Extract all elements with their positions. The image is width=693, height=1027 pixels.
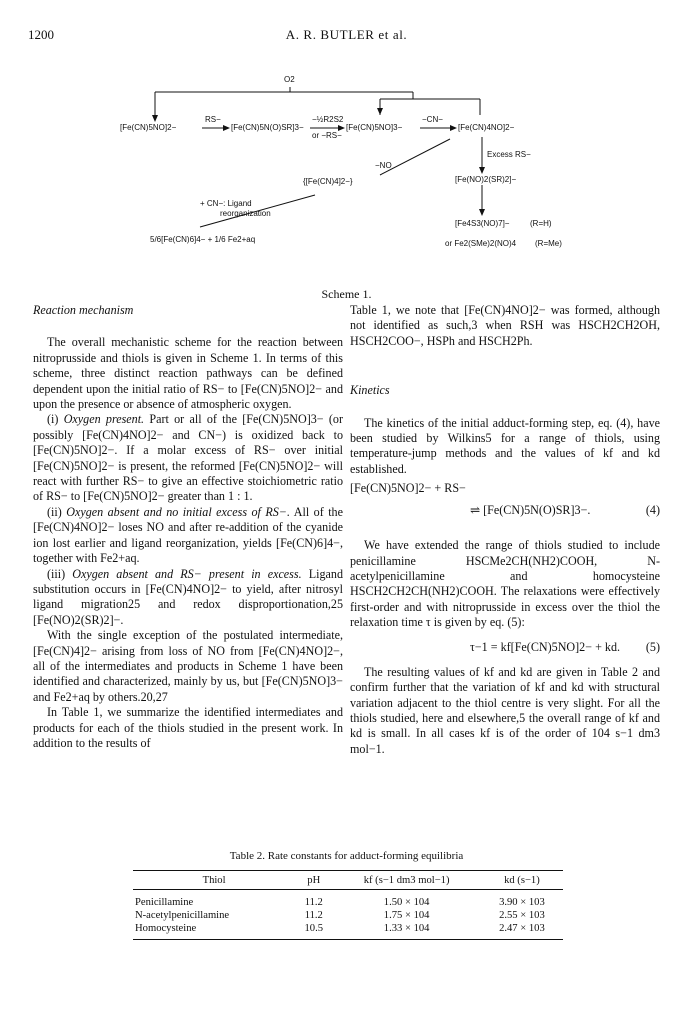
section-heading-reaction-mechanism: Reaction mechanism	[33, 303, 134, 317]
cell-ph: 11.2	[304, 897, 323, 908]
arrowhead-bracket2	[377, 108, 383, 115]
cell-kf: 1.75 × 104	[383, 910, 430, 921]
minus-cn-label: −CN−	[422, 115, 443, 124]
arrowhead-rs	[223, 125, 230, 131]
final-products: 5/6[Fe(CN)6]4− + 1/6 Fe2+aq	[150, 235, 256, 244]
cell-thiol: N-acetylpenicillamine	[135, 910, 230, 921]
paragraph: We have extended the range of thiols studied to include penicillamine HSCMe2CH(NH2)COOH, N-acetylpenicillamine and homocysteine HSCH2CH2CH(NH2)COOH. The relaxations were effectively first-order and with nitroprusside in excess over the thiol the relaxation time τ is given by eq. (5):	[350, 538, 660, 630]
paragraph: (iii) Oxygen absent and RS− present in excess. Ligand substitution occurs in [Fe(CN)4NO]2− to yield, after nitrosyl ligand migration25 and redox disproportionation,25 [Fe(NO)2(SR)2]−.	[33, 566, 343, 627]
excess-rs-label: Excess RS−	[487, 150, 531, 159]
table-row	[133, 909, 563, 922]
cell-kd: 2.47 × 103	[481, 922, 563, 940]
cell-kd: 2.55 × 103	[499, 910, 545, 921]
paragraph: Table 1, we note that [Fe(CN)4NO]2− was formed, although not identified as such,3 when RSH was HSCH2CH2OH, HSCH2COO−, HSPh and HSCH2Ph.	[350, 303, 660, 348]
col-header-kf: kf (s−1 dm3 mol−1)	[332, 871, 480, 890]
left-column	[33, 303, 343, 751]
radical-species: [Fe(CN)5NO]3−	[346, 123, 403, 132]
equation-4-rhs: ⇌ [Fe(CN)5N(O)SR]3−.	[470, 502, 591, 517]
col-header-kd: kd (s−1)	[481, 871, 563, 890]
fecn4-intermediate: {[Fe(CN)4]2−}	[303, 177, 353, 186]
roussin-ester: or Fe2(SMe)2(NO)4	[445, 239, 517, 248]
col-header-thiol: Thiol	[133, 871, 295, 890]
r-me-label: (R=Me)	[535, 239, 562, 248]
adduct: [Fe(CN)5N(O)SR]3−	[231, 123, 304, 132]
running-header	[28, 27, 665, 47]
rate-constants-table	[133, 870, 563, 940]
cell-ph: 11.2	[304, 910, 323, 921]
cell-kf: 1.50 × 104	[383, 897, 430, 908]
paragraph: The overall mechanistic scheme for the reaction between nitroprusside and thiols is given in Scheme 1. In terms of this scheme, three distinct reaction pathways can be defined dependent upon the initial ratio of RS− to [Fe(CN)5NO]2− and upon the presence or absence of atmospheric oxygen.	[33, 335, 343, 412]
paragraph: With the single exception of the postulated intermediate, [Fe(CN)4]2− arising from loss of NO from [Fe(CN)4NO]2−, all of the intermediates and products in Scheme 1 have been identified and characterized, mainly by us, but [Fe(CN)5NO]3− and Fe2+aq by others.20,27	[33, 628, 343, 704]
scheme-arrows	[90, 57, 610, 282]
tetracyano-species: [Fe(CN)4NO]2−	[458, 123, 515, 132]
minus-no-label: −NO	[375, 161, 392, 170]
equation-4-cont	[350, 499, 660, 521]
section-heading-kinetics: Kinetics	[350, 383, 390, 398]
equation-5-label: (5)	[645, 639, 660, 654]
table-row	[133, 890, 563, 910]
table-row	[133, 922, 563, 940]
r2s2-label: −½R2S2	[312, 115, 344, 124]
cell-thiol: Homocysteine	[133, 922, 295, 940]
or-rs-label: or −RS−	[312, 131, 342, 140]
paragraph: (i) Oxygen present. Part or all of the [Fe(CN)5NO]3− (or possibly [Fe(CN)4NO]2− and CN−) is oxidized back to [Fe(CN)5NO]2−. If a molar excess of RS− over initial [Fe(CN)5NO]2− is present, the reformed [Fe(CN)5NO]2− will react with further RS− to give an effective stoichiometric ratio of RS− to [Fe(CN)5NO]2− greater than 1 : 1.	[33, 412, 343, 504]
arrowhead-roussin	[479, 209, 485, 216]
scheme-caption: Scheme 1.	[321, 287, 372, 301]
equation-4-lhs: [Fe(CN)5NO]2− + RS−	[350, 480, 466, 495]
cell-kf: 1.33 × 104	[332, 922, 480, 940]
arrowhead-excess	[479, 167, 485, 174]
running-title: A. R. BUTLER et al.	[285, 27, 408, 42]
dinitrosyl-species: [Fe(NO)2(SR)2]−	[455, 175, 517, 184]
o2-label: O2	[284, 75, 295, 84]
cell-thiol: Penicillamine	[135, 897, 194, 908]
right-column	[350, 303, 660, 757]
cell-ph: 10.5	[295, 922, 332, 940]
table-caption: Table 2. Rate constants for adduct-forming equilibria	[229, 850, 464, 862]
arrowhead-o2-left	[152, 115, 158, 122]
table-header-row	[133, 871, 563, 890]
equation-5-body: τ−1 = kf[Fe(CN)5NO]2− + kd.	[470, 639, 621, 654]
reorganization-label: reorganization	[220, 209, 271, 218]
paragraph: The kinetics of the initial adduct-forming step, eq. (4), have been studied by Wilkins5 for a range of thiols, using temperature-jump methods and the values of kf and kd established.	[350, 415, 660, 476]
paragraph: In Table 1, we summarize the identified intermediates and products for each of the thiols studied in the present work. In addition to the results of	[33, 705, 343, 750]
paragraph: (ii) Oxygen absent and no initial excess of RS−. All of the [Fe(CN)4NO]2− loses NO and after re-addition of the cyanide ion lost earlier and ligand reorganization, yields [Fe(CN)6]4−, together with Fe2+aq.	[33, 504, 343, 566]
ligand-label: + CN−: Ligand	[200, 199, 252, 208]
equation-4-label: (4)	[645, 502, 660, 517]
rs-label: RS−	[205, 115, 221, 124]
cell-kd: 3.90 × 103	[499, 897, 545, 908]
equation-5	[350, 637, 660, 659]
paragraph: The resulting values of kf and kd are given in Table 2 and confirm further that the variation of kf and kd with structural variation adjacent to the thiol centre is very slight. For all the thiols studied, here and elsewhere,5 the overall range of kf and kd is small. In all cases kf is of the order of 104 s−1 dm3 mol−1.	[350, 664, 660, 756]
nitroprusside: [Fe(CN)5NO]2−	[120, 123, 177, 132]
col-header-ph: pH	[295, 871, 332, 890]
reaction-scheme	[90, 57, 610, 282]
arrowhead-cn	[450, 125, 457, 131]
roussin-salt: [Fe4S3(NO)7]−	[455, 219, 510, 228]
r-h-label: (R=H)	[530, 219, 552, 228]
equation-4	[350, 477, 660, 499]
page-number: 1200	[28, 27, 54, 42]
